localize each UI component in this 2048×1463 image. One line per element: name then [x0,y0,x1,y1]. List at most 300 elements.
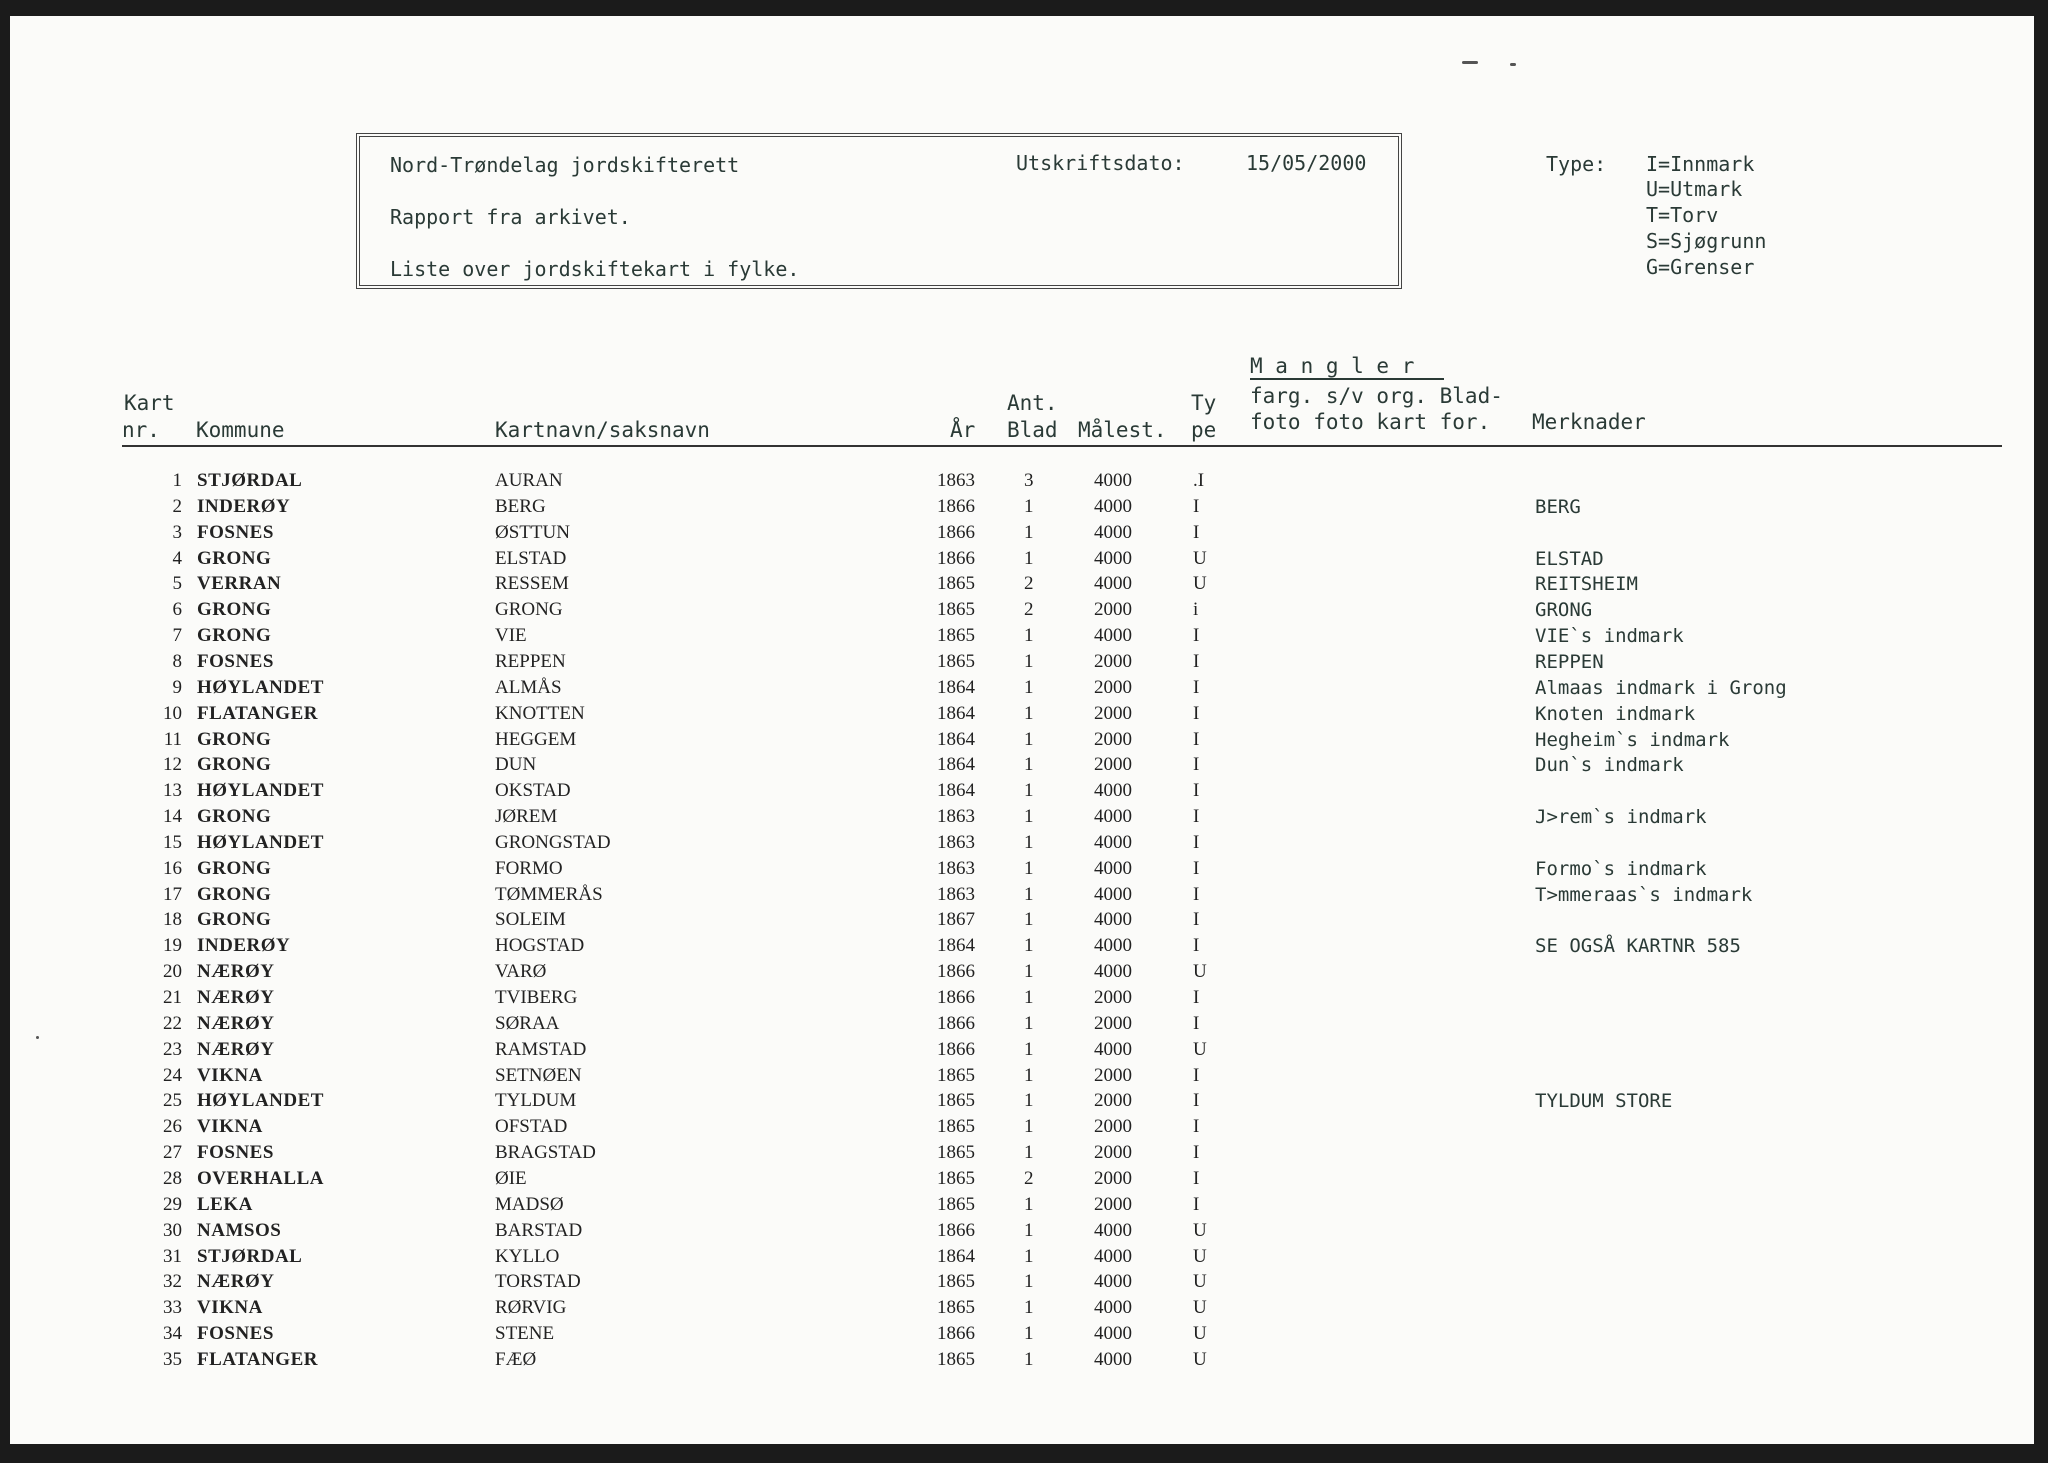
row-ant: 1 [1024,677,1034,698]
row-kommune: FOSNES [197,651,274,672]
table-row [10,933,2034,959]
row-kartnavn: OKSTAD [495,780,571,801]
row-kommune: NÆRØY [197,1271,275,1292]
row-aar: 1866 [937,548,975,569]
row-kartnavn: TVIBERG [495,987,578,1008]
row-type: I [1193,884,1200,905]
header-rule [122,445,2002,447]
row-aar: 1863 [937,858,975,879]
table-row [10,675,2034,701]
row-malest: 4000 [1094,961,1132,982]
row-malest: 2000 [1094,599,1132,620]
row-ant: 1 [1024,729,1034,750]
report-header-box [356,133,1402,289]
row-number: 16 [163,858,182,879]
row-aar: 1864 [937,729,975,750]
row-kommune: FLATANGER [197,703,318,724]
row-number: 26 [163,1116,182,1137]
row-type: I [1193,909,1200,930]
row-type: I [1193,1013,1200,1034]
row-number: 19 [163,935,182,956]
row-ant: 1 [1024,858,1034,879]
row-kartnavn: AURAN [495,470,563,491]
row-malest: 4000 [1094,909,1132,930]
table-row [10,804,2034,830]
row-number: 27 [163,1142,182,1163]
table-row [10,649,2034,675]
row-kommune: VIKNA [197,1065,263,1086]
row-kommune: GRONG [197,858,272,879]
table-row [10,468,2034,494]
row-type: I [1193,703,1200,724]
row-malest: 4000 [1094,1246,1132,1267]
row-kartnavn: RØRVIG [495,1297,567,1318]
row-malest: 4000 [1094,1297,1132,1318]
row-aar: 1865 [937,1297,975,1318]
row-malest: 2000 [1094,1168,1132,1189]
row-ant: 1 [1024,754,1034,775]
row-ant: 2 [1024,1168,1034,1189]
table-row [10,623,2034,649]
row-kommune: HØYLANDET [197,780,324,801]
row-number: 14 [163,806,182,827]
row-kartnavn: ØIE [495,1168,527,1189]
row-type: I [1193,1168,1200,1189]
row-kommune: NÆRØY [197,987,275,1008]
row-malest: 2000 [1094,1194,1132,1215]
row-kommune: HØYLANDET [197,1090,324,1111]
row-ant: 1 [1024,884,1034,905]
row-malest: 2000 [1094,1090,1132,1111]
row-type: I [1193,729,1200,750]
row-type: I [1193,1142,1200,1163]
row-ant: 1 [1024,1297,1034,1318]
row-aar: 1865 [937,1142,975,1163]
row-type: U [1193,1323,1207,1344]
table-row [10,778,2034,804]
row-malest: 4000 [1094,1349,1132,1370]
row-kartnavn: BRAGSTAD [495,1142,596,1163]
mangler-underline [1250,378,1444,380]
row-merknad: SE OGSÅ KARTNR 585 [1535,935,1741,957]
table-row [10,494,2034,520]
row-kartnavn: KNOTTEN [495,703,585,724]
row-kartnavn: HEGGEM [495,729,577,750]
row-number: 7 [172,625,182,646]
row-ant: 1 [1024,1349,1034,1370]
row-malest: 4000 [1094,935,1132,956]
row-type: I [1193,677,1200,698]
row-type: .I [1193,470,1205,491]
row-type: U [1193,1220,1207,1241]
row-kartnavn: ØSTTUN [495,522,570,543]
col-ant-top: Ant. [1007,391,1058,415]
row-number: 31 [163,1246,182,1267]
report-subtitle: Rapport fra arkivet. [390,205,631,229]
row-merknad: GRONG [1535,599,1593,621]
row-aar: 1866 [937,1220,975,1241]
row-malest: 4000 [1094,1323,1132,1344]
row-number: 33 [163,1297,182,1318]
row-number: 12 [163,754,182,775]
col-type-bottom: pe [1191,418,1217,442]
row-number: 25 [163,1090,182,1111]
org-name: Nord-Trøndelag jordskifterett [390,153,740,177]
row-kommune: GRONG [197,884,272,905]
row-kartnavn: VARØ [495,961,547,982]
document-page [10,16,2034,1444]
table-row [10,520,2034,546]
row-number: 3 [172,522,182,543]
row-aar: 1864 [937,780,975,801]
row-number: 28 [163,1168,182,1189]
row-kartnavn: SETNØEN [495,1065,582,1086]
row-malest: 4000 [1094,548,1132,569]
row-kommune: GRONG [197,548,272,569]
table-row [10,830,2034,856]
row-aar: 1866 [937,496,975,517]
row-merknad: REPPEN [1535,651,1604,673]
row-number: 22 [163,1013,182,1034]
row-malest: 4000 [1094,806,1132,827]
row-kartnavn: KYLLO [495,1246,560,1267]
legend-item: G=Grenser [1646,255,1755,279]
row-number: 24 [163,1065,182,1086]
row-malest: 2000 [1094,1065,1132,1086]
row-ant: 1 [1024,651,1034,672]
table-row [10,1347,2034,1373]
row-type: I [1193,1065,1200,1086]
row-ant: 2 [1024,573,1034,594]
row-kartnavn: TØMMERÅS [495,884,603,905]
row-kommune: GRONG [197,625,272,646]
row-kartnavn: VIE [495,625,527,646]
row-aar: 1865 [937,1168,975,1189]
row-aar: 1866 [937,1039,975,1060]
row-ant: 1 [1024,1194,1034,1215]
row-kommune: VIKNA [197,1116,263,1137]
row-aar: 1864 [937,1246,975,1267]
scan-mark [1510,63,1516,66]
scan-mark [1462,61,1478,64]
row-ant: 1 [1024,935,1034,956]
table-row [10,1063,2034,1089]
table-row [10,1088,2034,1114]
row-number: 29 [163,1194,182,1215]
row-merknad: T>mmeraas`s indmark [1535,884,1753,906]
row-ant: 2 [1024,599,1034,620]
report-description: Liste over jordskiftekart i fylke. [390,257,800,281]
row-ant: 1 [1024,909,1034,930]
row-merknad: Hegheim`s indmark [1535,729,1730,751]
row-ant: 1 [1024,1039,1034,1060]
legend-item: U=Utmark [1646,177,1743,201]
row-number: 15 [163,832,182,853]
row-number: 30 [163,1220,182,1241]
row-aar: 1865 [937,1116,975,1137]
row-aar: 1865 [937,1271,975,1292]
col-mangler: M a n g l e r [1250,354,1415,378]
date-value: 15/05/2000 [1246,151,1367,175]
row-merknad: Dun`s indmark [1535,754,1684,776]
row-kommune: FOSNES [197,522,274,543]
table-row [10,727,2034,753]
row-malest: 2000 [1094,703,1132,724]
col-malest: Målest. [1078,418,1167,442]
table-row [10,1037,2034,1063]
row-kartnavn: HOGSTAD [495,935,585,956]
table-row [10,985,2034,1011]
row-type: i [1193,599,1199,620]
table-row [10,882,2034,908]
row-merknad: J>rem`s indmark [1535,806,1707,828]
row-type: U [1193,1297,1207,1318]
row-type: U [1193,1039,1207,1060]
row-number: 32 [163,1271,182,1292]
row-kartnavn: STENE [495,1323,555,1344]
row-malest: 4000 [1094,1271,1132,1292]
row-merknad: Formo`s indmark [1535,858,1707,880]
row-type: U [1193,961,1207,982]
table-row [10,1244,2034,1270]
col-kommune: Kommune [196,418,285,442]
row-merknad: REITSHEIM [1535,573,1638,595]
table-row [10,856,2034,882]
row-aar: 1864 [937,677,975,698]
table-row [10,1295,2034,1321]
col-merknader: Merknader [1532,410,1646,434]
table-row [10,1114,2034,1140]
row-malest: 4000 [1094,522,1132,543]
table-row [10,1218,2034,1244]
row-malest: 2000 [1094,1142,1132,1163]
row-malest: 4000 [1094,573,1132,594]
col-kartnavn: Kartnavn/saksnavn [495,418,710,442]
row-aar: 1864 [937,935,975,956]
row-kommune: OVERHALLA [197,1168,324,1189]
row-ant: 3 [1024,470,1034,491]
row-kommune: INDERØY [197,496,291,517]
row-kartnavn: FÆØ [495,1349,537,1370]
table-row [10,1269,2034,1295]
row-merknad: Knoten indmark [1535,703,1696,725]
row-malest: 2000 [1094,651,1132,672]
table-row [10,1192,2034,1218]
row-type: I [1193,987,1200,1008]
row-aar: 1863 [937,832,975,853]
row-malest: 4000 [1094,884,1132,905]
row-type: I [1193,651,1200,672]
row-number: 8 [172,651,182,672]
col-ant-bottom: Blad [1007,418,1058,442]
col-aar: År [950,418,976,442]
row-ant: 1 [1024,1323,1034,1344]
row-type: U [1193,1271,1207,1292]
row-number: 35 [163,1349,182,1370]
row-kartnavn: TYLDUM [495,1090,577,1111]
row-merknad: ELSTAD [1535,548,1604,570]
row-kommune: NÆRØY [197,1013,275,1034]
row-malest: 4000 [1094,858,1132,879]
row-kartnavn: RAMSTAD [495,1039,587,1060]
row-malest: 4000 [1094,1220,1132,1241]
row-malest: 2000 [1094,1116,1132,1137]
row-malest: 4000 [1094,496,1132,517]
row-malest: 2000 [1094,1013,1132,1034]
row-kommune: HØYLANDET [197,832,324,853]
row-aar: 1865 [937,651,975,672]
row-malest: 4000 [1094,832,1132,853]
row-kommune: GRONG [197,909,272,930]
row-kommune: INDERØY [197,935,291,956]
legend-label: Type: [1546,152,1607,176]
row-kommune: GRONG [197,729,272,750]
row-ant: 1 [1024,987,1034,1008]
row-aar: 1865 [937,625,975,646]
table-row [10,571,2034,597]
row-ant: 1 [1024,806,1034,827]
row-malest: 2000 [1094,677,1132,698]
row-malest: 4000 [1094,470,1132,491]
row-aar: 1865 [937,1090,975,1111]
row-kartnavn: DUN [495,754,537,775]
row-ant: 1 [1024,625,1034,646]
legend-item: S=Sjøgrunn [1646,229,1767,253]
row-number: 34 [163,1323,182,1344]
row-kartnavn: ALMÅS [495,677,562,698]
row-ant: 1 [1024,522,1034,543]
row-aar: 1866 [937,1013,975,1034]
row-kommune: LEKA [197,1194,253,1215]
row-kommune: FLATANGER [197,1349,318,1370]
row-aar: 1866 [937,987,975,1008]
row-ant: 1 [1024,1246,1034,1267]
legend-item: T=Torv [1646,203,1719,227]
row-kartnavn: REPPEN [495,651,566,672]
table-row [10,959,2034,985]
row-malest: 4000 [1094,625,1132,646]
row-aar: 1865 [937,1065,975,1086]
row-number: 4 [172,548,182,569]
row-number: 23 [163,1039,182,1060]
row-kommune: NÆRØY [197,1039,275,1060]
row-type: I [1193,1194,1200,1215]
row-type: U [1193,573,1207,594]
row-type: U [1193,548,1207,569]
table-row [10,546,2034,572]
row-aar: 1865 [937,1349,975,1370]
row-aar: 1865 [937,573,975,594]
row-type: I [1193,832,1200,853]
row-malest: 4000 [1094,1039,1132,1060]
row-number: 20 [163,961,182,982]
row-kartnavn: GRONG [495,599,563,620]
row-aar: 1864 [937,703,975,724]
row-kommune: GRONG [197,599,272,620]
row-type: I [1193,858,1200,879]
row-ant: 1 [1024,1013,1034,1034]
row-number: 21 [163,987,182,1008]
row-number: 9 [172,677,182,698]
row-kommune: FOSNES [197,1142,274,1163]
table-row [10,1166,2034,1192]
row-ant: 1 [1024,1090,1034,1111]
row-kartnavn: RESSEM [495,573,569,594]
row-aar: 1866 [937,522,975,543]
row-kartnavn: MADSØ [495,1194,564,1215]
col-kart-bottom: nr. [122,418,160,442]
table-row [10,907,2034,933]
row-aar: 1863 [937,470,975,491]
row-kommune: HØYLANDET [197,677,324,698]
row-number: 1 [172,470,182,491]
row-type: I [1193,754,1200,775]
table-row [10,752,2034,778]
row-ant: 1 [1024,1116,1034,1137]
row-kartnavn: SØRAA [495,1013,560,1034]
row-number: 18 [163,909,182,930]
col-mangler-sub-bottom: foto foto kart for. [1250,410,1491,434]
row-number: 11 [163,729,182,750]
row-kommune: NÆRØY [197,961,275,982]
row-malest: 2000 [1094,754,1132,775]
row-aar: 1863 [937,806,975,827]
row-number: 10 [163,703,182,724]
table-row [10,701,2034,727]
legend-item: I=Innmark [1646,152,1755,176]
row-kommune: FOSNES [197,1323,274,1344]
row-type: U [1193,1349,1207,1370]
col-kart-top: Kart [124,391,175,415]
col-mangler-sub-top: farg. s/v org. Blad- [1250,384,1503,408]
row-kartnavn: SOLEIM [495,909,566,930]
row-type: I [1193,806,1200,827]
row-kartnavn: BERG [495,496,546,517]
row-type: I [1193,496,1200,517]
row-kommune: STJØRDAL [197,1246,303,1267]
row-aar: 1865 [937,599,975,620]
row-number: 6 [172,599,182,620]
row-kommune: NAMSOS [197,1220,282,1241]
row-number: 13 [163,780,182,801]
row-type: I [1193,1116,1200,1137]
row-kartnavn: BARSTAD [495,1220,583,1241]
row-ant: 1 [1024,1065,1034,1086]
table-row [10,597,2034,623]
row-kommune: VIKNA [197,1297,263,1318]
row-type: I [1193,625,1200,646]
row-aar: 1866 [937,1323,975,1344]
row-aar: 1865 [937,1194,975,1215]
row-kommune: GRONG [197,806,272,827]
date-label: Utskriftsdato: [1016,151,1185,175]
row-kartnavn: OFSTAD [495,1116,568,1137]
row-kartnavn: ELSTAD [495,548,567,569]
row-kartnavn: TORSTAD [495,1271,581,1292]
row-type: I [1193,780,1200,801]
row-merknad: VIE`s indmark [1535,625,1684,647]
row-number: 17 [163,884,182,905]
row-ant: 1 [1024,780,1034,801]
row-merknad: TYLDUM STORE [1535,1090,1673,1112]
row-type: I [1193,935,1200,956]
row-type: I [1193,1090,1200,1111]
row-ant: 1 [1024,832,1034,853]
table-row [10,1321,2034,1347]
row-kommune: VERRAN [197,573,282,594]
row-aar: 1863 [937,884,975,905]
row-aar: 1866 [937,961,975,982]
